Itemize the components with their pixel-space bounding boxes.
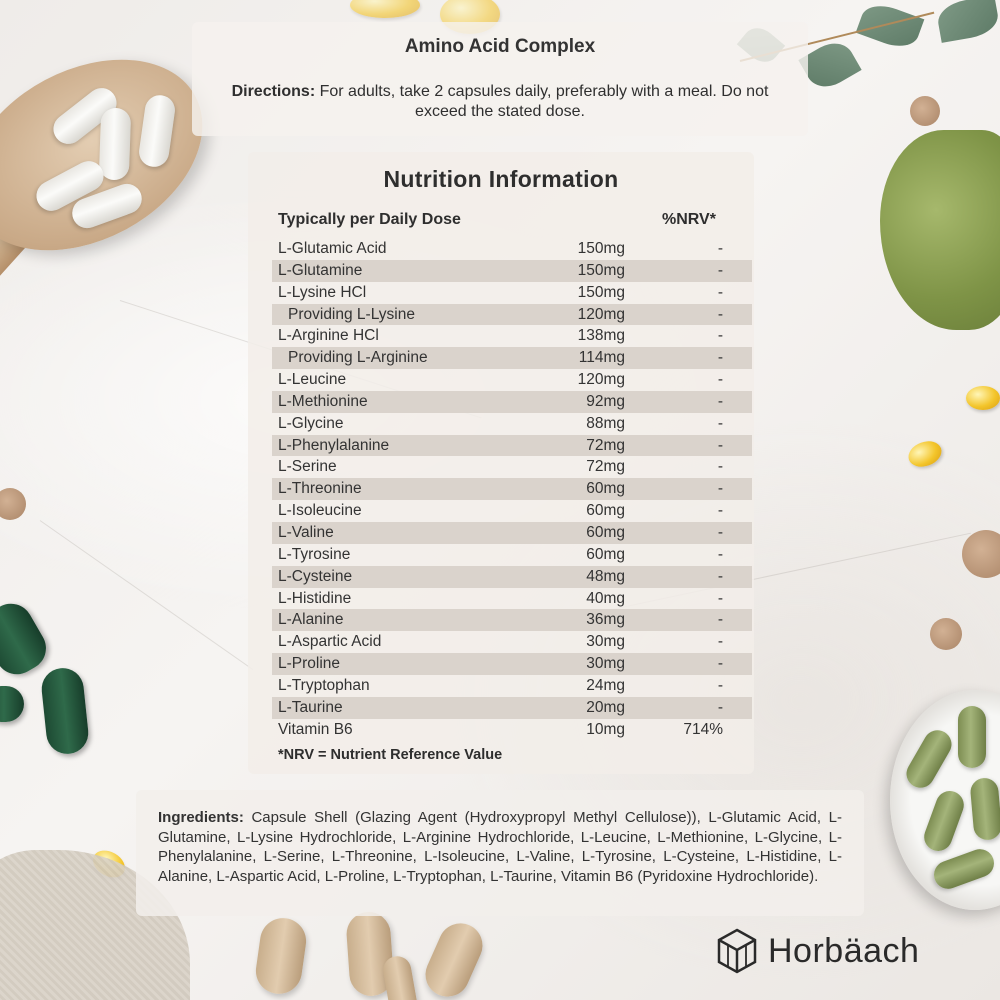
nutrient-name: L-Proline bbox=[278, 655, 341, 673]
nutrient-nrv: - bbox=[717, 480, 723, 498]
nutrient-amount: 48mg bbox=[586, 567, 625, 585]
nutrient-amount: 36mg bbox=[586, 611, 625, 629]
nutrient-name: L-Arginine HCl bbox=[278, 327, 379, 345]
nutrient-amount: 72mg bbox=[586, 436, 625, 454]
white-capsule bbox=[99, 107, 131, 180]
nutrient-amount: 150mg bbox=[577, 261, 625, 279]
brown-tablet bbox=[930, 618, 962, 650]
nutrient-name: L-Histidine bbox=[278, 589, 352, 607]
nutrient-nrv: - bbox=[717, 698, 723, 716]
directions-body: For adults, take 2 capsules daily, preferably with a meal. Do not exceed the stated dose. bbox=[315, 83, 769, 120]
nutrient-name: L-Tyrosine bbox=[278, 545, 351, 563]
nutrient-nrv: - bbox=[717, 633, 723, 651]
nutrient-nrv: - bbox=[717, 523, 723, 541]
nutrient-name: Vitamin B6 bbox=[278, 720, 353, 738]
nutrient-name: L-Serine bbox=[278, 458, 337, 476]
brown-tablet bbox=[962, 530, 1000, 578]
nutrient-amount: 10mg bbox=[586, 720, 625, 738]
nutrient-nrv: - bbox=[717, 305, 723, 323]
nutrient-nrv: - bbox=[717, 545, 723, 563]
nutrient-nrv: - bbox=[717, 414, 723, 432]
brand-name: Horbäach bbox=[768, 931, 920, 970]
table-row bbox=[272, 456, 752, 478]
softgel-capsule bbox=[350, 0, 420, 18]
nutrient-name: L-Threonine bbox=[278, 480, 362, 498]
green-capsule bbox=[958, 706, 986, 768]
nutrient-amount: 20mg bbox=[586, 698, 625, 716]
nutrient-name: L-Leucine bbox=[278, 371, 347, 389]
eucalyptus-leaf bbox=[935, 0, 1000, 43]
nutrient-name: Providing L-Lysine bbox=[288, 305, 415, 323]
green-powder bbox=[880, 130, 1000, 330]
table-row bbox=[272, 500, 752, 522]
table-row bbox=[272, 697, 752, 719]
nutrient-amount: 60mg bbox=[586, 480, 625, 498]
table-header-nrv: %NRV* bbox=[662, 211, 716, 228]
brown-tablet bbox=[910, 96, 940, 126]
brand-lockup bbox=[716, 928, 919, 974]
nutrient-nrv: - bbox=[717, 589, 723, 607]
nutrient-amount: 150mg bbox=[577, 283, 625, 301]
nutrient-nrv: - bbox=[717, 502, 723, 520]
nutrient-nrv: - bbox=[717, 261, 723, 279]
nutrient-amount: 120mg bbox=[577, 305, 625, 323]
directions-label: Directions: bbox=[231, 83, 316, 100]
table-row bbox=[272, 260, 752, 282]
nutrient-amount: 24mg bbox=[586, 676, 625, 694]
nutrient-name: L-Methionine bbox=[278, 392, 368, 410]
nutrient-amount: 88mg bbox=[586, 414, 625, 432]
nutrient-name: Providing L-Arginine bbox=[288, 349, 428, 367]
softgel-capsule bbox=[966, 386, 1000, 410]
nutrient-nrv: - bbox=[717, 611, 723, 629]
nutrient-nrv: - bbox=[717, 676, 723, 694]
softgel-capsule bbox=[905, 437, 945, 471]
nutrient-nrv: - bbox=[717, 655, 723, 673]
nutrient-name: L-Lysine HCl bbox=[278, 283, 367, 301]
nutrient-name: L-Glutamine bbox=[278, 261, 363, 279]
table-row bbox=[272, 304, 752, 326]
nutrient-amount: 30mg bbox=[586, 633, 625, 651]
nutrient-amount: 60mg bbox=[586, 523, 625, 541]
table-header-dose: Typically per Daily Dose bbox=[278, 211, 461, 228]
tan-tablet bbox=[418, 916, 489, 1000]
table-row bbox=[272, 631, 752, 653]
green-capsule bbox=[969, 777, 1000, 841]
nutrient-name: L-Aspartic Acid bbox=[278, 633, 382, 651]
table-row bbox=[272, 413, 752, 435]
nutrient-name: L-Alanine bbox=[278, 611, 344, 629]
ingredients-text bbox=[158, 808, 842, 886]
nutrient-amount: 92mg bbox=[586, 392, 625, 410]
nutrition-table bbox=[272, 238, 752, 740]
nutrient-nrv: - bbox=[717, 458, 723, 476]
nutrient-amount: 138mg bbox=[577, 327, 625, 345]
green-tablet bbox=[0, 686, 24, 722]
nutrient-amount: 114mg bbox=[578, 349, 625, 367]
nutrient-amount: 150mg bbox=[577, 240, 625, 257]
nutrition-title: Nutrition Information bbox=[383, 166, 619, 192]
table-row bbox=[272, 325, 752, 347]
nutrient-name: L-Cysteine bbox=[278, 567, 353, 585]
tan-tablet bbox=[253, 915, 309, 997]
table-row bbox=[272, 544, 752, 566]
nutrient-nrv: - bbox=[717, 349, 723, 367]
nutrient-name: L-Phenylalanine bbox=[278, 436, 390, 454]
eucalyptus-leaf bbox=[856, 0, 925, 53]
directions-text bbox=[220, 82, 780, 122]
nutrient-amount: 72mg bbox=[586, 458, 625, 476]
table-row bbox=[272, 653, 752, 675]
nutrient-nrv: - bbox=[717, 371, 723, 389]
nutrient-nrv: - bbox=[717, 283, 723, 301]
green-tablet bbox=[0, 596, 54, 683]
table-row bbox=[272, 478, 752, 500]
product-title: Amino Acid Complex bbox=[404, 36, 596, 57]
nutrient-amount: 120mg bbox=[577, 371, 625, 389]
nutrient-amount: 40mg bbox=[586, 589, 625, 607]
nutrient-nrv: - bbox=[717, 327, 723, 345]
nutrient-name: L-Tryptophan bbox=[278, 676, 370, 694]
hexagon-cube-icon bbox=[716, 928, 758, 974]
nrv-footnote: *NRV = Nutrient Reference Value bbox=[278, 747, 503, 763]
brown-tablet bbox=[0, 488, 26, 520]
green-tablet bbox=[40, 666, 91, 756]
nutrient-nrv: - bbox=[717, 567, 723, 585]
ingredients-body: Capsule Shell (Glazing Agent (Hydroxypropyl Methyl Cellulose)), L-Glutamic Acid, L-Glutamine, L-Lysine Hydrochloride, L-Arginine Hydrochloride, L-Leucine, L-Methionine, L-Glycine, L-Phenylalanine, L-Serine, L-Threonine, L-Isoleucine, L-Valine, L-Tyrosine, L-Cysteine, L-Histidine, L-Alanine, L-Aspartic Acid, L-Proline, L-Tryptophan, L-Taurine, Vitamin B6 (Pyridoxine Hydrochloride). bbox=[158, 809, 842, 885]
nutrient-nrv: - bbox=[717, 240, 723, 257]
nutrient-nrv: - bbox=[717, 436, 723, 454]
table-row bbox=[272, 391, 752, 413]
table-row bbox=[272, 282, 752, 304]
table-row bbox=[272, 435, 752, 457]
table-row bbox=[272, 588, 752, 610]
nutrient-amount: 60mg bbox=[586, 545, 625, 563]
nutrient-amount: 60mg bbox=[586, 502, 625, 520]
nutrient-name: L-Isoleucine bbox=[278, 502, 362, 520]
table-row bbox=[272, 566, 752, 588]
nutrient-amount: 30mg bbox=[586, 655, 625, 673]
table-row bbox=[272, 675, 752, 697]
table-row bbox=[272, 238, 752, 260]
ingredients-label: Ingredients: bbox=[158, 809, 244, 826]
nutrient-name: L-Glycine bbox=[278, 414, 344, 432]
nutrient-name: L-Glutamic Acid bbox=[278, 240, 387, 257]
table-row bbox=[272, 347, 752, 369]
tan-tablet bbox=[381, 954, 419, 1000]
nutrient-name: L-Valine bbox=[278, 523, 334, 541]
nutrient-name: L-Taurine bbox=[278, 698, 343, 716]
marble-vein bbox=[40, 520, 254, 670]
table-row bbox=[272, 609, 752, 631]
nutrient-nrv: 714% bbox=[683, 720, 723, 738]
nutrient-nrv: - bbox=[717, 392, 723, 410]
table-row bbox=[272, 719, 752, 741]
table-row bbox=[272, 369, 752, 391]
table-row bbox=[272, 522, 752, 544]
